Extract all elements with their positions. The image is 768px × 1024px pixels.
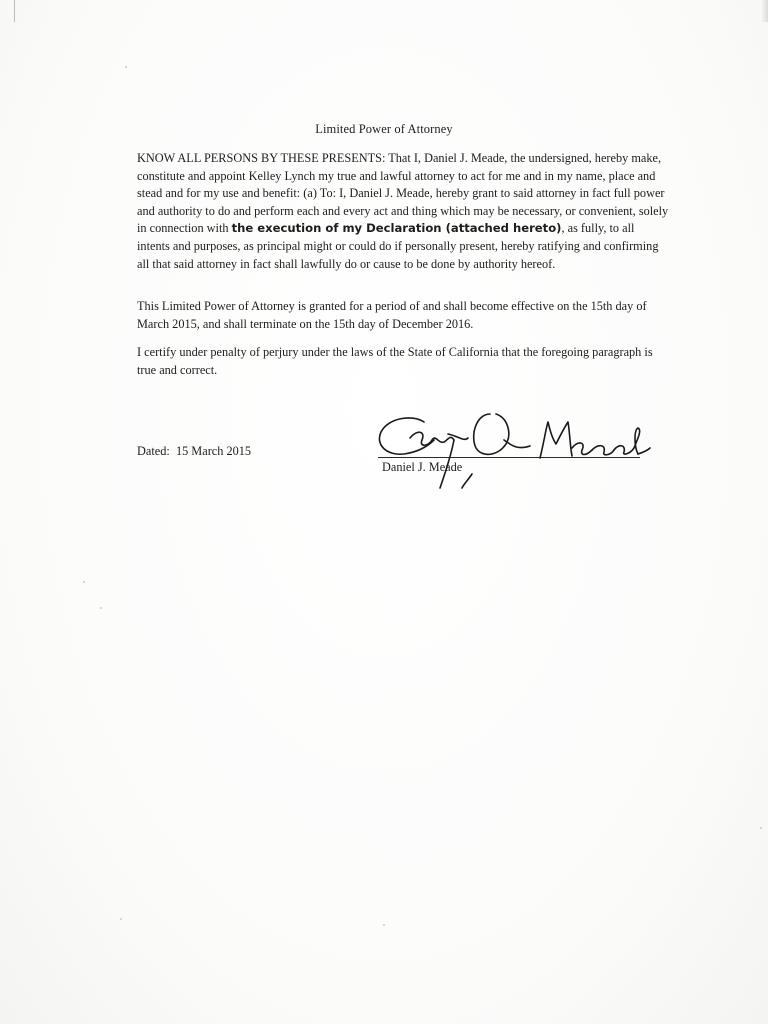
- scan-speck: [760, 827, 762, 829]
- paragraph-certification: I certify under penalty of perjury under the laws of the State of California that the foregoing paragraph is true and correct.: [137, 345, 653, 377]
- dated-value: 15 March 2015: [175, 444, 252, 458]
- scan-speck: [120, 918, 122, 920]
- document-title: Limited Power of Attorney: [315, 122, 453, 136]
- scan-speck: [125, 66, 127, 68]
- dated-line: [137, 444, 251, 459]
- handwritten-signature: [372, 400, 652, 490]
- dated-label: Dated:: [137, 444, 170, 458]
- scan-speck: [83, 581, 85, 583]
- paragraph-term: This Limited Power of Attorney is granted for a period of and shall become effective on the 15th day of March 2015, and shall terminate on the 15th day of December 2016.: [137, 299, 647, 331]
- scan-speck: [383, 924, 385, 926]
- scan-edge-mark: [14, 0, 15, 22]
- signer-name: Daniel J. Meade: [382, 460, 463, 474]
- paragraph-grant-of-power: [137, 150, 669, 273]
- paragraph-bold-text: the execution of my Declaration (attached hereto): [231, 221, 562, 236]
- paragraph-text: KNOW ALL PERSONS BY THESE PRESENTS: That I, Daniel J. Meade, the undersigned, hereby make, constitute and appoint Kelley Lynch my true and lawful attorney to act for me and in my name, place and stead and for my use and benefit: (a) To: I, Daniel J. Meade, hereby grant to said attorney in fact full power and authority to do and perform each and every act and thing which may be necessary, or convenient, solely in connection with: [137, 151, 669, 236]
- scan-speck: [100, 607, 102, 609]
- scan-edge-shadow: [762, 0, 768, 22]
- paragraph-text: , as fully, to all intents and purposes, as principal might or could do if personally present, hereby ratifying and confirming all that said attorney in fact shall lawfully do or cause to be done by authority hereof.: [137, 221, 659, 271]
